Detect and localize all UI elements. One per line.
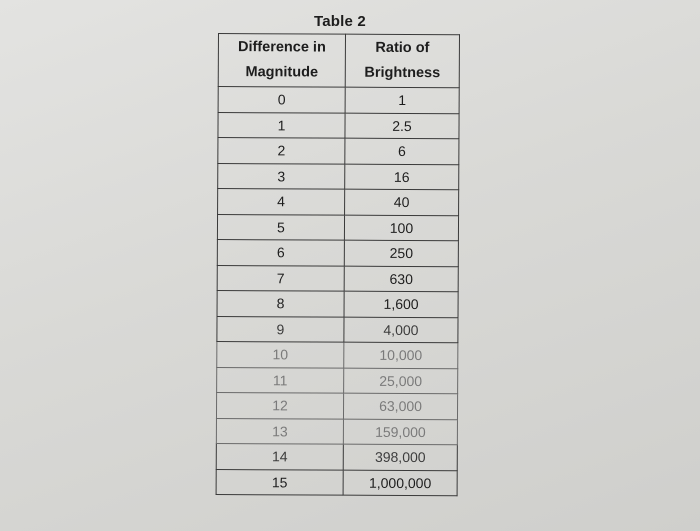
magnitude-cell: 7 [217,265,344,291]
table-row [216,418,457,445]
table-body [216,87,459,496]
magnitude-cell: 8 [217,290,344,316]
ratio-cell: 63,000 [343,393,457,419]
header-difference-in-magnitude: Difference in Magnitude [218,34,345,88]
table-header-row [218,34,459,88]
magnitude-cell: 1 [218,112,345,138]
ratio-cell: 6 [345,138,459,164]
table-row [216,392,457,419]
magnitude-cell: 12 [216,392,343,418]
ratio-cell: 159,000 [343,419,457,445]
table-title: Table 2 [314,13,366,30]
magnitude-cell: 13 [216,418,343,444]
ratio-cell: 1,000,000 [343,470,457,496]
table-row [218,163,459,190]
magnitude-cell: 10 [217,341,344,367]
ratio-cell: 40 [345,189,459,215]
table-row [218,189,459,216]
magnitude-cell: 11 [217,367,344,393]
ratio-cell: 1,600 [344,291,458,317]
table-row [217,214,458,241]
ratio-cell: 250 [344,240,458,266]
ratio-cell: 2.5 [345,113,459,139]
ratio-cell: 25,000 [344,368,458,394]
ratio-cell: 1 [345,87,459,113]
magnitude-brightness-table [216,33,460,496]
ratio-cell: 398,000 [343,444,457,470]
magnitude-cell: 6 [217,239,344,265]
table-row [218,87,459,114]
magnitude-cell: 14 [216,443,343,469]
table-row [217,290,458,317]
table-row [218,112,459,139]
magnitude-cell: 2 [218,138,345,164]
ratio-cell: 100 [344,215,458,241]
magnitude-cell: 15 [216,469,343,495]
table-row [216,443,457,470]
magnitude-cell: 4 [218,189,345,215]
table-row [217,239,458,266]
header-ratio-of-brightness: Ratio of Brightness [345,34,459,88]
table-row [217,316,458,343]
table-row [217,341,458,368]
ratio-cell: 4,000 [344,317,458,343]
table-row [216,469,457,496]
magnitude-cell: 0 [218,87,345,113]
magnitude-cell: 9 [217,316,344,342]
magnitude-cell: 3 [218,163,345,189]
magnitude-cell: 5 [217,214,344,240]
table-row [217,367,458,394]
ratio-cell: 16 [345,164,459,190]
ratio-cell: 630 [344,266,458,292]
table-row [218,138,459,165]
ratio-cell: 10,000 [344,342,458,368]
table-row [217,265,458,292]
